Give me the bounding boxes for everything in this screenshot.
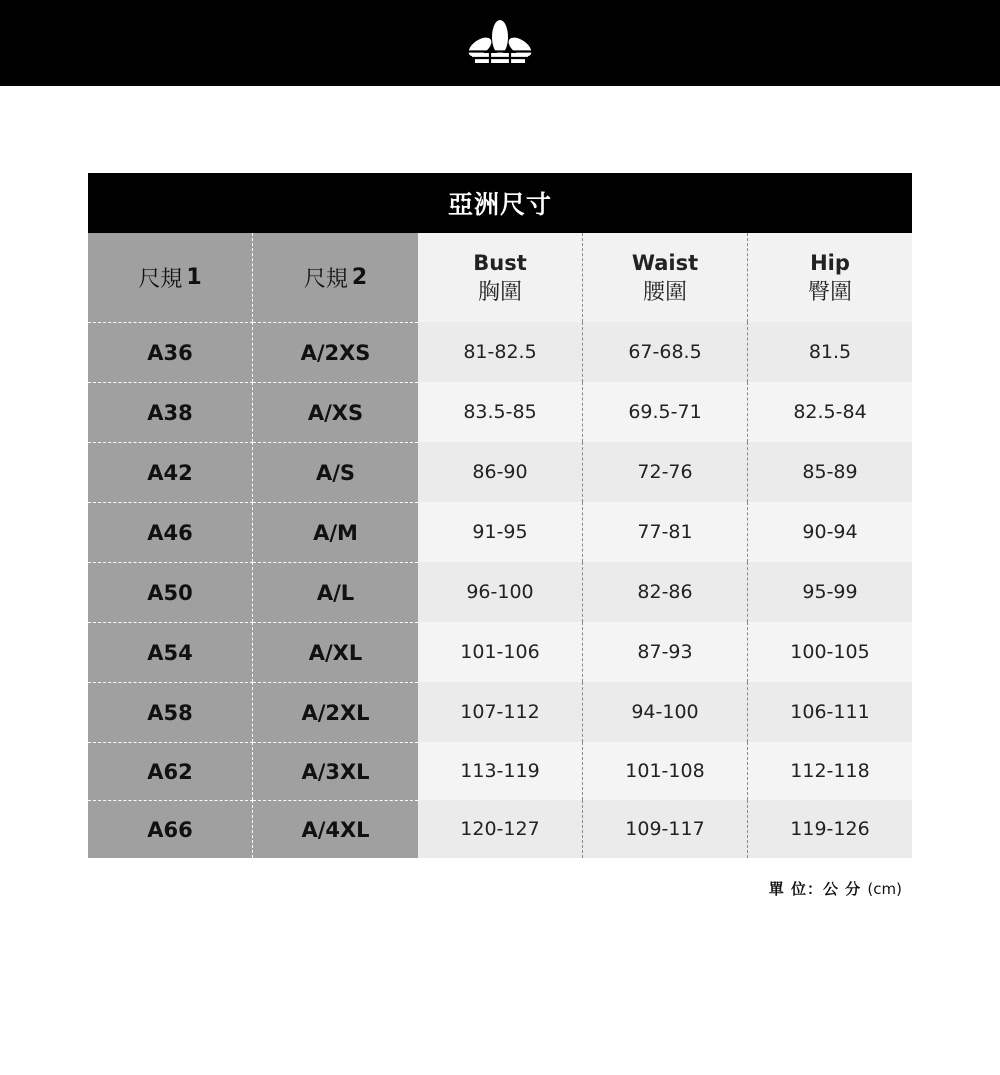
cell-bust: 96-100 [418,562,583,622]
header-size-1-num: 1 [186,265,202,290]
cell-hip: 112-118 [748,742,912,800]
cell-waist: 101-108 [583,742,748,800]
cell-size-1: A62 [88,742,253,800]
cell-bust: 101-106 [418,622,583,682]
cell-size-1: A50 [88,562,253,622]
table-row [88,562,912,622]
cell-size-2: A/L [253,562,418,622]
cell-waist: 77-81 [583,502,748,562]
cell-size-2: A/M [253,502,418,562]
cell-hip: 82.5-84 [748,382,912,442]
cell-waist: 82-86 [583,562,748,622]
header-bust-en: Bust [473,250,527,275]
cell-size-2: A/2XL [253,682,418,742]
unit-label: 單 位：公 分 [768,880,862,898]
table-row [88,502,912,562]
cell-waist: 67-68.5 [583,322,748,382]
cell-hip: 81.5 [748,322,912,382]
cell-waist: 94-100 [583,682,748,742]
table-row [88,382,912,442]
cell-size-2: A/4XL [253,800,418,858]
cell-waist: 69.5-71 [583,382,748,442]
cell-bust: 91-95 [418,502,583,562]
header-waist [583,233,748,322]
table-row [88,682,912,742]
cell-hip: 119-126 [748,800,912,858]
cell-size-1: A42 [88,442,253,502]
cell-waist: 109-117 [583,800,748,858]
table-title: 亞洲尺寸 [88,173,912,233]
header-size-2 [253,233,418,322]
size-chart-table [88,233,912,858]
header-hip [748,233,912,322]
cell-waist: 72-76 [583,442,748,502]
cell-size-1: A46 [88,502,253,562]
cell-waist: 87-93 [583,622,748,682]
cell-bust: 83.5-85 [418,382,583,442]
unit-paren: (cm) [867,880,902,898]
header-hip-cn: 臀圍 [807,279,852,305]
header-bust [418,233,583,322]
cell-hip: 90-94 [748,502,912,562]
cell-size-2: A/3XL [253,742,418,800]
unit-note [769,878,902,899]
cell-bust: 81-82.5 [418,322,583,382]
cell-size-1: A66 [88,800,253,858]
header-waist-cn: 腰圍 [642,279,687,305]
header-bust-cn: 胸圍 [477,279,522,305]
header-size-1 [88,233,253,322]
cell-bust: 86-90 [418,442,583,502]
header-size-2-label: 尺規 [303,267,348,292]
table-row [88,800,912,858]
table-header-row [88,233,912,322]
cell-size-1: A38 [88,382,253,442]
table-row [88,442,912,502]
cell-size-1: A36 [88,322,253,382]
cell-hip: 95-99 [748,562,912,622]
table-row [88,742,912,800]
cell-size-2: A/S [253,442,418,502]
header-hip-en: Hip [810,250,850,275]
header-size-2-num: 2 [351,265,368,290]
table-row [88,622,912,682]
cell-size-2: A/XS [253,382,418,442]
cell-size-2: A/XL [253,622,418,682]
cell-bust: 120-127 [418,800,583,858]
cell-hip: 106-111 [748,682,912,742]
cell-hip: 100-105 [748,622,912,682]
header-waist-en: Waist [631,250,699,275]
top-banner [0,0,1000,86]
cell-bust: 107-112 [418,682,583,742]
cell-size-2: A/2XS [253,322,418,382]
cell-size-1: A58 [88,682,253,742]
header-size-1-label: 尺規 [138,267,183,292]
cell-size-1: A54 [88,622,253,682]
cell-bust: 113-119 [418,742,583,800]
adidas-originals-trefoil-icon [466,19,534,67]
cell-hip: 85-89 [748,442,912,502]
table-row [88,322,912,382]
